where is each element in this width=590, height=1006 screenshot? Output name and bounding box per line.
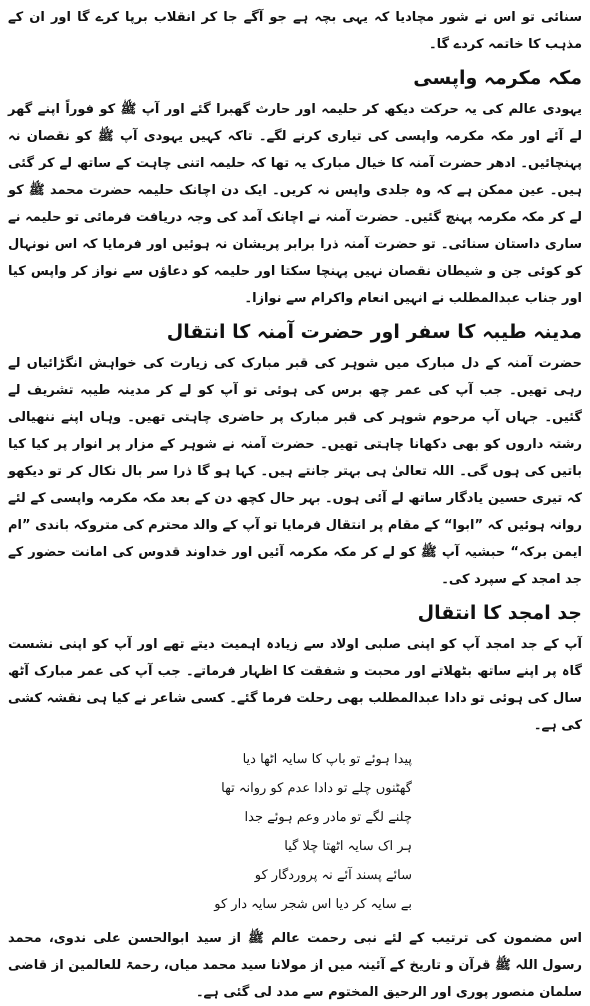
paragraph-madinah-journey: حضرت آمنہ کے دل مبارک میں شوہر کی قبر مبارک کی زیارت کی خواہش انگڑائیاں لے رہی تھیں۔ جب آپ کی عمر چھ برس کی ہوئی تو آپ کو لے کر مدینہ طیبہ تشریف لے گئیں۔ جہاں آپ مرحوم شوہر کی قبر مبارک پر حاضری چاہتی تھیں۔ وہاں اپنے ننھیالی رشتہ داروں کو بھی دکھانا چاہتی تھیں۔ حضرت آمنہ نے شوہر کے مزار پر انوار پر کیا کیا باتیں کی ہوں گی۔ اللہ تعالیٰ ہی بہتر جانتے ہیں۔ کہا ہو گا ذرا سر بال نکال کر تو دیکھو کہ تیری حسین یادگار ساتھ لے آئی ہوں۔ بہر حال کچھ دن کے بعد مکہ مکرمہ واپسی کے لئے روانہ ہوئیں کہ ”ابوا“ کے مقام پر انتقال فرمایا تو آپ کے والد محترم کی متروکہ باندی ”ام ایمن برکہ“ حبشیہ آپ ﷺ کو لے کر مکہ مکرمہ آئیں اور خداوند قدوس کی امانت حضور کے جد امجد کے سپرد کی۔ xyxy=(8,356,582,587)
poem-line: گھٹنوں چلے تو دادا عدم کو روانہ تھا xyxy=(221,781,412,796)
intro-line: سنائی تو اس نے شور مچادیا کہ یہی بچہ ہے جو آگے جا کر انقلاب برپا کرے گا اور ان کے مذہب کا خاتمہ کردے گا۔ xyxy=(8,10,582,52)
poem-line: چلنے لگے تو مادر وعم ہوئے جدا xyxy=(244,810,412,825)
section-heading-grandfather-death: جد امجد کا انتقال xyxy=(417,602,582,624)
poem-line: ہر اک سایہ اٹھتا چلا گیا xyxy=(284,839,412,854)
poem xyxy=(112,745,412,919)
poem-line: بے سایہ کر دیا اس شجر سایہ دار کو xyxy=(214,897,412,912)
paragraph-return-to-makkah: یہودی عالم کی یہ حرکت دیکھ کر حلیمہ اور حارث گھبرا گئے اور آپ ﷺ کو فوراً اپنے گھر لے آئے اور مکہ مکرمہ واپسی کی تیاری کرنے لگے۔ تاکہ کہیں یہودی آپ ﷺ کو نقصان نہ پہنچائیں۔ ادھر حضرت آمنہ کا خیال مبارک یہ تھا کہ حلیمہ اتنی چاہت کے ساتھ لے کر گئی ہیں۔ عین ممکن ہے کہ وہ جلدی واپس نہ کریں۔ ایک دن اچانک حلیمہ حضرت محمد ﷺ کو لے کر مکہ مکرمہ پہنچ گئیں۔ حضرت آمنہ نے اچانک آمد کی وجہ دریافت فرمائی تو حلیمہ نے ساری داستان سنائی۔ تو حضرت آمنہ ذرا برابر پریشان نہ ہوئیں اور فرمایا کہ اس نونہال کو کوئی جن و شیطان نقصان نہیں پہنچا سکتا اور حلیمہ کو دعاؤں سے نواز کر واپس کیا اور جناب عبدالمطلب نے انہیں انعام واکرام سے نوازا۔ xyxy=(8,102,582,306)
section-heading-madinah-journey: مدینہ طیبہ کا سفر اور حضرت آمنہ کا انتقال xyxy=(166,321,582,343)
paragraph-grandfather-death: آپ کے جد امجد آپ کو اپنی صلبی اولاد سے زیادہ اہمیت دیتے تھے اور آپ کو اپنی نشست گاہ پر اپنے ساتھ بٹھلاتے اور محبت و شفقت کا اظہار فرماتے۔ جب آپ کی عمر مبارک آٹھ سال کی ہوئی تو دادا عبدالمطلب بھی رحلت فرما گئے۔ کسی شاعر نے کیا ہی نقشہ کشی کی ہے۔ xyxy=(8,637,582,733)
section-heading-return-to-makkah: مکہ مکرمہ واپسی xyxy=(413,67,582,89)
closing-reference: اس مضمون کی ترتیب کے لئے نبی رحمت عالم ﷺ از سید ابوالحسن علی ندوی، محمد رسول اللہ ﷺ قرآن و تاریخ کے آئینہ میں از مولانا سید محمد میاں، رحمۃ للعالمین از قاضی سلمان منصور پوری اور الرحیق المختوم سے مدد لی گئی ہے۔ xyxy=(8,931,582,1000)
poem-line: سائے پسند آئے نہ پروردگار کو xyxy=(254,868,412,883)
poem-line: پیدا ہوئے تو باپ کا سایہ اٹھا دیا xyxy=(242,752,412,767)
